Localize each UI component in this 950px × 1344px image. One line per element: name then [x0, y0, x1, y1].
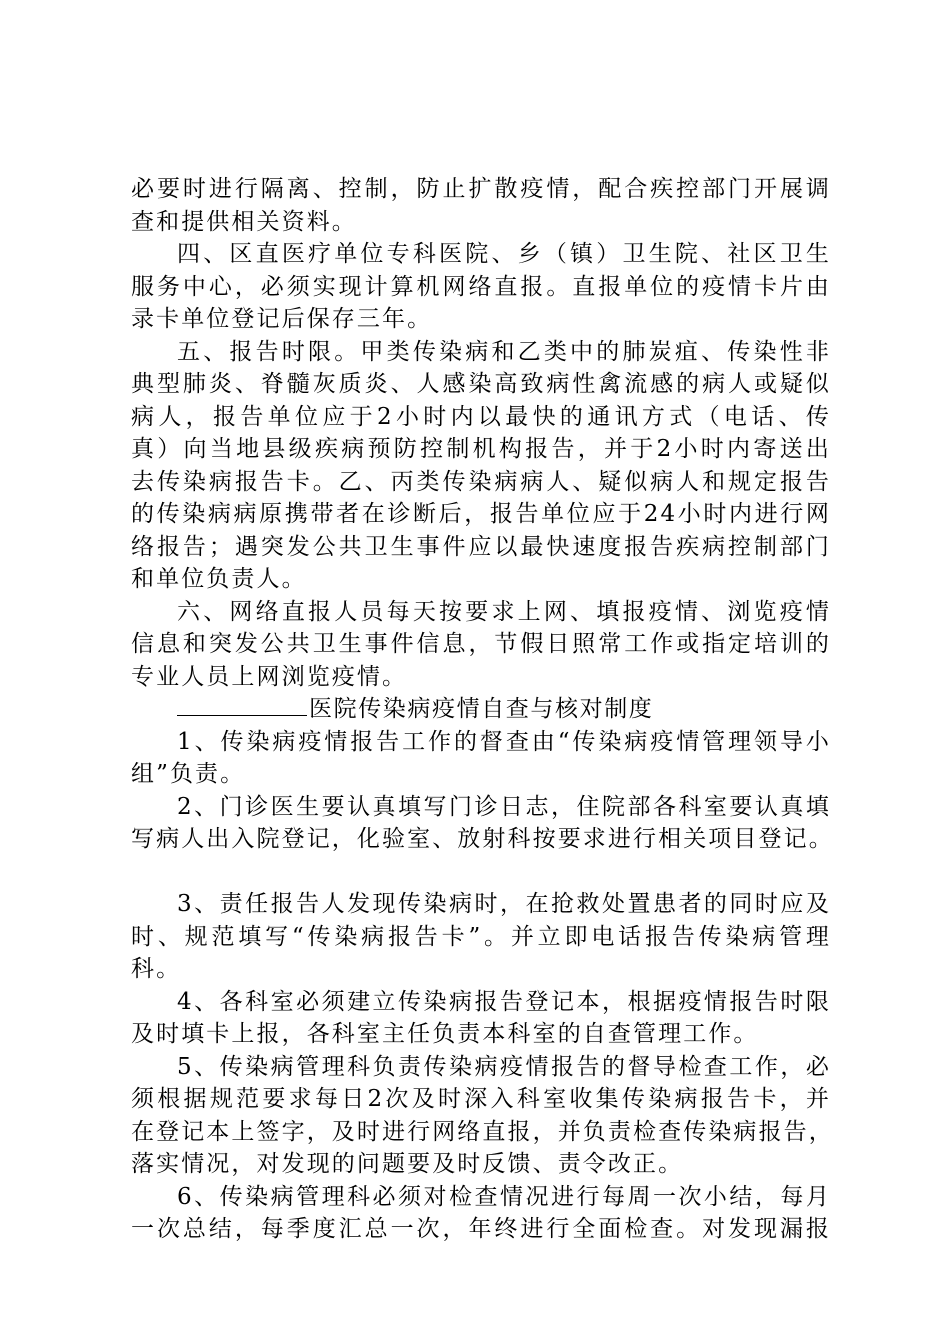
paragraph-line: 专业人员上网浏览疫情。 — [131, 663, 408, 690]
paragraph-line: 真）向当地县级疾病预防控制机构报告，并于2小时内寄送出 — [131, 436, 831, 462]
paragraph-line: 典型肺炎、脊髓灰质炎、人感染高致病性禽流感的病人或疑似 — [131, 371, 831, 397]
list-item-line: 科。 — [131, 956, 182, 982]
paragraph-line: 查和提供相关资料。 — [131, 208, 357, 235]
list-item-line: 3、责任报告人发现传染病时，在抢救处置患者的同时应及 — [177, 891, 831, 917]
paragraph-line: 的传染病病原携带者在诊断后，报告单位应于24小时内进行网 — [131, 501, 831, 527]
paragraph-line: 服务中心，必须实现计算机网络直报。直报单位的疫情卡片由 — [131, 273, 831, 300]
list-item-line: 时、规范填写“传染病报告卡”。并立即电话报告传染病管理 — [131, 923, 831, 950]
blank-line — [131, 856, 831, 889]
list-item-line: 及时填卡上报，各科室主任负责本科室的自查管理工作。 — [131, 1021, 759, 1047]
paragraph-line: 录卡单位登记后保存三年。 — [131, 306, 433, 332]
paragraph-line: 必要时进行隔离、控制，防止扩散疫情，配合疾控部门开展调 — [131, 176, 831, 202]
list-item-line: 组”负责。 — [131, 761, 246, 787]
paragraph-line: 去传染病报告卡。乙、丙类传染病病人、疑似病人和规定报告 — [131, 468, 831, 495]
list-item-line: 5、传染病管理科负责传染病疫情报告的督导检查工作，必 — [177, 1053, 831, 1080]
list-item-line: 一次总结，每季度汇总一次，年终进行全面检查。对发现漏报 — [131, 1216, 831, 1242]
list-item-line: 1、传染病疫情报告工作的督查由“传染病疫情管理领导小 — [177, 728, 831, 755]
list-item-line: 须根据规范要求每日2次及时深入科室收集传染病报告卡，并 — [131, 1086, 831, 1112]
document-body — [131, 173, 834, 1246]
list-item-line: 在登记本上签字，及时进行网络直报，并负责检查传染病报告， — [131, 1118, 834, 1145]
list-item-line: 2、门诊医生要认真填写门诊日志，住院部各科室要认真填 — [177, 793, 831, 820]
heading-blank-underline — [177, 693, 307, 716]
paragraph-line: 四、区直医疗单位专科医院、乡（镇）卫生院、社区卫生 — [177, 241, 831, 267]
paragraph-line: 和单位负责人。 — [131, 566, 307, 592]
list-item-line: 落实情况，对发现的问题要及时反馈、责令改正。 — [131, 1151, 684, 1177]
paragraph-line: 病人，报告单位应于2小时内以最快的通讯方式（电话、传 — [131, 403, 831, 430]
list-item-line: 6、传染病管理科必须对检查情况进行每周一次小结，每月 — [177, 1183, 831, 1210]
section-heading — [131, 693, 831, 726]
paragraph-line: 信息和突发公共卫生事件信息，节假日照常工作或指定培训的 — [131, 631, 831, 657]
section-heading-text: 医院传染病疫情自查与核对制度 — [309, 696, 654, 722]
list-item-line: 4、各科室必须建立传染病报告登记本，根据疫情报告时限 — [177, 988, 831, 1015]
paragraph-line: 六、网络直报人员每天按要求上网、填报疫情、浏览疫情 — [177, 598, 831, 625]
list-item-line: 写病人出入院登记，化验室、放射科按要求进行相关项目登记。 — [131, 826, 834, 852]
paragraph-line: 络报告；遇突发公共卫生事件应以最快速度报告疾病控制部门 — [131, 533, 831, 560]
paragraph-line: 五、报告时限。甲类传染病和乙类中的肺炭疽、传染性非 — [177, 338, 831, 365]
